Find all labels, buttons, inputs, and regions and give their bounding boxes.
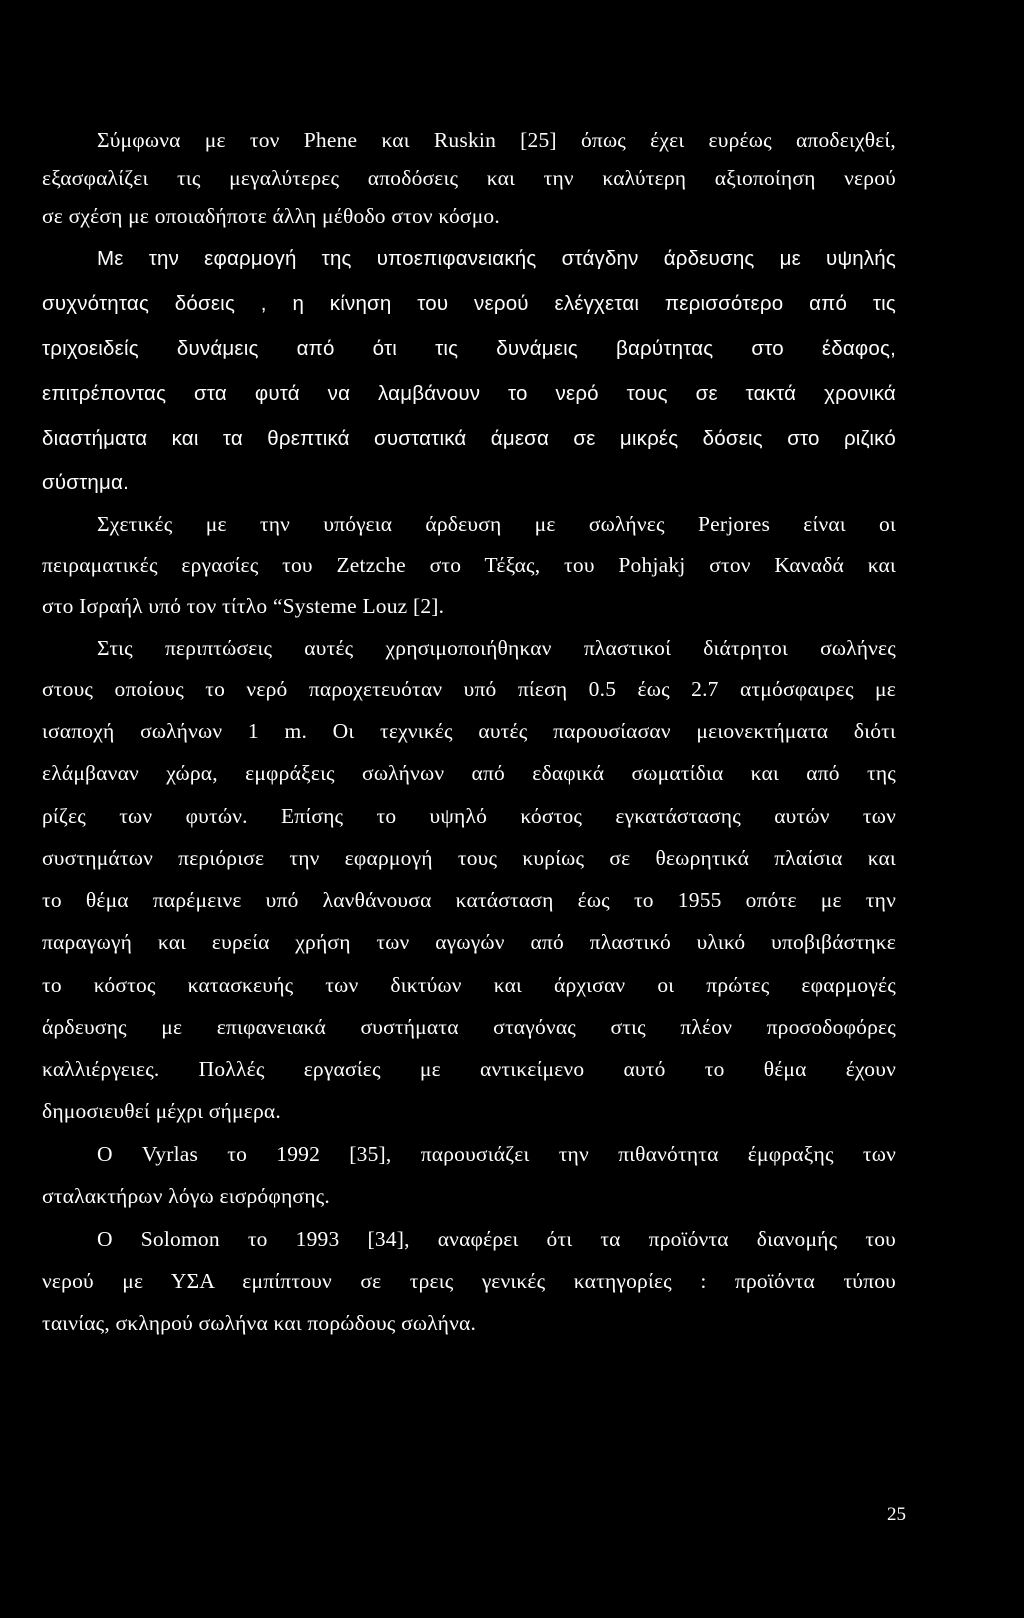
text-line: δημοσιευθεί μέχρι σήμερα. (42, 1099, 281, 1123)
text-line: συχνότητας δόσεις , η κίνηση του νερού ελέγχεται περισσότερο από τις (42, 292, 896, 315)
text-line: καλλιέργειες. Πολλές εργασίες με αντικείμενο αυτό το θέμα έχουν (42, 1057, 896, 1081)
text-line: εξασφαλίζει τις μεγαλύτερες αποδόσεις και την καλύτερη αξιοποίηση νερού (42, 166, 896, 190)
text-line: Ο Vyrlas το 1992 [35], παρουσιάζει την πιθανότητα έμφραξης των (97, 1142, 896, 1166)
text-line: στους οποίους το νερό παροχετευόταν υπό πίεση 0.5 έως 2.7 ατμόσφαιρες με (42, 677, 896, 701)
text-line: ελάμβαναν χώρα, εμφράξεις σωλήνων από εδαφικά σωματίδια και από της (42, 761, 896, 785)
text-line: Ο Solomon το 1993 [34], αναφέρει ότι τα προϊόντα διανομής του (97, 1227, 896, 1251)
text-line: επιτρέποντας στα φυτά να λαμβάνουν το νερό τους σε τακτά χρονικά (42, 382, 896, 405)
text-line: Με την εφαρμογή της υποεπιφανειακής στάγδην άρδευσης με υψηλής (97, 247, 896, 270)
text-line: Στις περιπτώσεις αυτές χρησιμοποιήθηκαν πλαστικοί διάτρητοι σωλήνες (97, 636, 896, 660)
text-line: ρίζες των φυτών. Επίσης το υψηλό κόστος εγκατάστασης αυτών των (42, 804, 896, 828)
text-line: σε σχέση με οποιαδήποτε άλλη μέθοδο στον κόσμο. (42, 204, 500, 228)
text-line: το κόστος κατασκευής των δικτύων και άρχισαν οι πρώτες εφαρμογές (42, 973, 896, 997)
text-line: συστημάτων περιόρισε την εφαρμογή τους κυρίως σε θεωρητικά πλαίσια και (42, 846, 896, 870)
text-line: παραγωγή και ευρεία χρήση των αγωγών από πλαστικό υλικό υποβιβάστηκε (42, 930, 896, 954)
text-line: Σχετικές με την υπόγεια άρδευση με σωλήνες Perjores είναι οι (97, 512, 896, 536)
text-line: το θέμα παρέμεινε υπό λανθάνουσα κατάσταση έως το 1955 οπότε με την (42, 888, 896, 912)
text-line: διαστήματα και τα θρεπτικά συστατικά άμεσα σε μικρές δόσεις στο ριζικό (42, 427, 896, 450)
text-line: σύστημα. (42, 471, 129, 494)
text-line: τριχοειδείς δυνάμεις από ότι τις δυνάμεις βαρύτητας στο έδαφος, (42, 337, 896, 360)
text-line: στο Ισραήλ υπό τον τίτλο “Systeme Louz [2]. (42, 594, 445, 618)
text-line: νερού με ΥΣΑ εμπίπτουν σε τρεις γενικές κατηγορίες : προϊόντα τύπου (42, 1269, 896, 1293)
text-line: πειραματικές εργασίες του Zetzche στο Τέξας, του Pohjakj στον Καναδά και (42, 553, 896, 577)
page-number: 25 (887, 1504, 906, 1525)
text-line: Σύμφωνα με τον Phene και Ruskin [25] όπως έχει ευρέως αποδειχθεί, (97, 128, 896, 152)
text-line: σταλακτήρων λόγω εισρόφησης. (42, 1184, 330, 1208)
text-line: ταινίας, σκληρού σωλήνα και πορώδους σωλήνα. (42, 1311, 477, 1335)
text-line: άρδευσης με επιφανειακά συστήματα σταγόνας στις πλέον προσοδοφόρες (42, 1015, 896, 1039)
text-line: ισαποχή σωλήνων 1 m. Οι τεχνικές αυτές παρουσίασαν μειονεκτήματα διότι (42, 719, 896, 743)
